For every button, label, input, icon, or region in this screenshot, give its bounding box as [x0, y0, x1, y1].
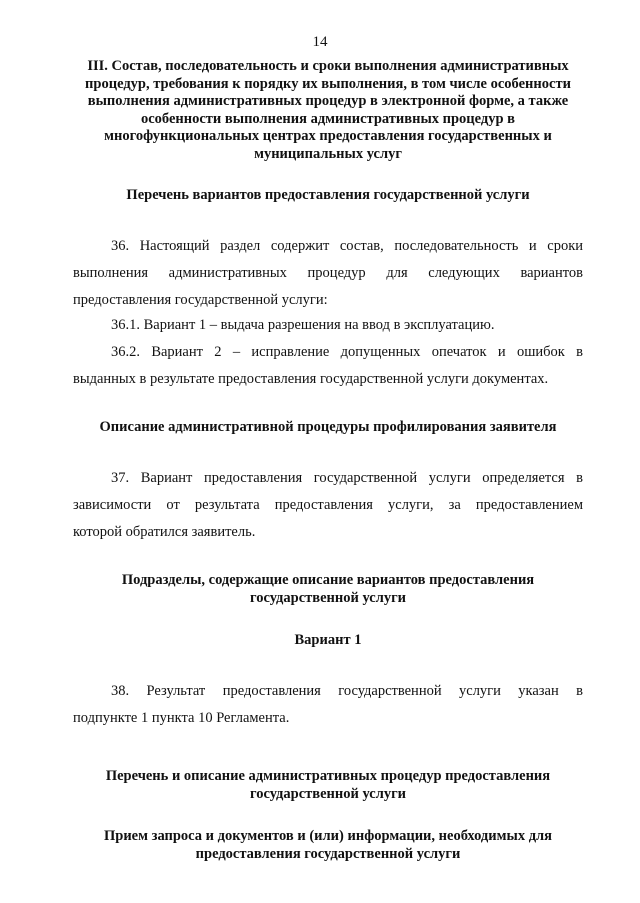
- paragraph-line: выполнения административных процедур для следующих вариантов: [73, 265, 583, 281]
- section-title-line: процедур, требования к порядку их выполнения, в том числе особенности: [85, 75, 571, 92]
- heading-line: Подразделы, содержащие описание вариантов предоставления: [121, 572, 535, 588]
- paragraph-line: 36.2. Вариант 2 – исправление допущенных опечаток и ошибок в: [111, 344, 583, 360]
- paragraph-line: подпункте 1 пункта 10 Регламента.: [73, 710, 290, 726]
- section-title: [70, 58, 586, 163]
- section-title-line: особенности выполнения административных процедур в: [140, 110, 516, 127]
- heading-reception: [70, 828, 586, 863]
- paragraph-line: 36.1. Вариант 1 – выдача разрешения на ввод в эксплуатацию.: [111, 317, 495, 333]
- paragraph-line: 38. Результат предоставления государственной услуги указан в: [111, 683, 583, 699]
- heading-procedures: [70, 768, 586, 803]
- paragraph-line: которой обратился заявитель.: [73, 524, 256, 540]
- paragraph-line: предоставления государственной услуги:: [73, 292, 328, 308]
- paragraph-line: зависимости от результата предоставления услуги, за предоставлением: [73, 497, 583, 513]
- paragraph-36: [73, 233, 583, 314]
- paragraph-line: 36. Настоящий раздел содержит состав, последовательность и сроки: [111, 238, 583, 254]
- heading-line: государственной услуги: [249, 589, 407, 606]
- paragraph-36-2: [73, 339, 583, 393]
- paragraph-38: [73, 678, 583, 732]
- heading-profiling: Описание административной процедуры профилирования заявителя: [99, 419, 557, 435]
- heading-variants-list: Перечень вариантов предоставления государственной услуги: [126, 187, 530, 203]
- heading-subsections: [70, 572, 586, 607]
- section-title-line: муниципальных услуг: [254, 145, 402, 162]
- heading-variant-1: Вариант 1: [294, 632, 362, 648]
- section-title-line: многофункциональных центрах предоставления государственных и: [104, 128, 552, 144]
- section-title-line: III. Состав, последовательность и сроки выполнения административных: [87, 58, 569, 74]
- heading-line: государственной услуги: [249, 785, 407, 802]
- paragraph-37: [73, 465, 583, 546]
- heading-line: Перечень и описание административных процедур предоставления: [105, 768, 551, 784]
- heading-line: предоставления государственной услуги: [195, 845, 461, 862]
- paragraph-36-1: [73, 312, 583, 339]
- section-title-line: выполнения административных процедур в электронной форме, а также: [87, 93, 569, 109]
- page-number: 14: [312, 34, 328, 50]
- paragraph-line: выданных в результате предоставления государственной услуги документах.: [73, 371, 549, 387]
- paragraph-line: 37. Вариант предоставления государственной услуги определяется в: [111, 470, 583, 486]
- heading-line: Прием запроса и документов и (или) информации, необходимых для: [103, 828, 553, 844]
